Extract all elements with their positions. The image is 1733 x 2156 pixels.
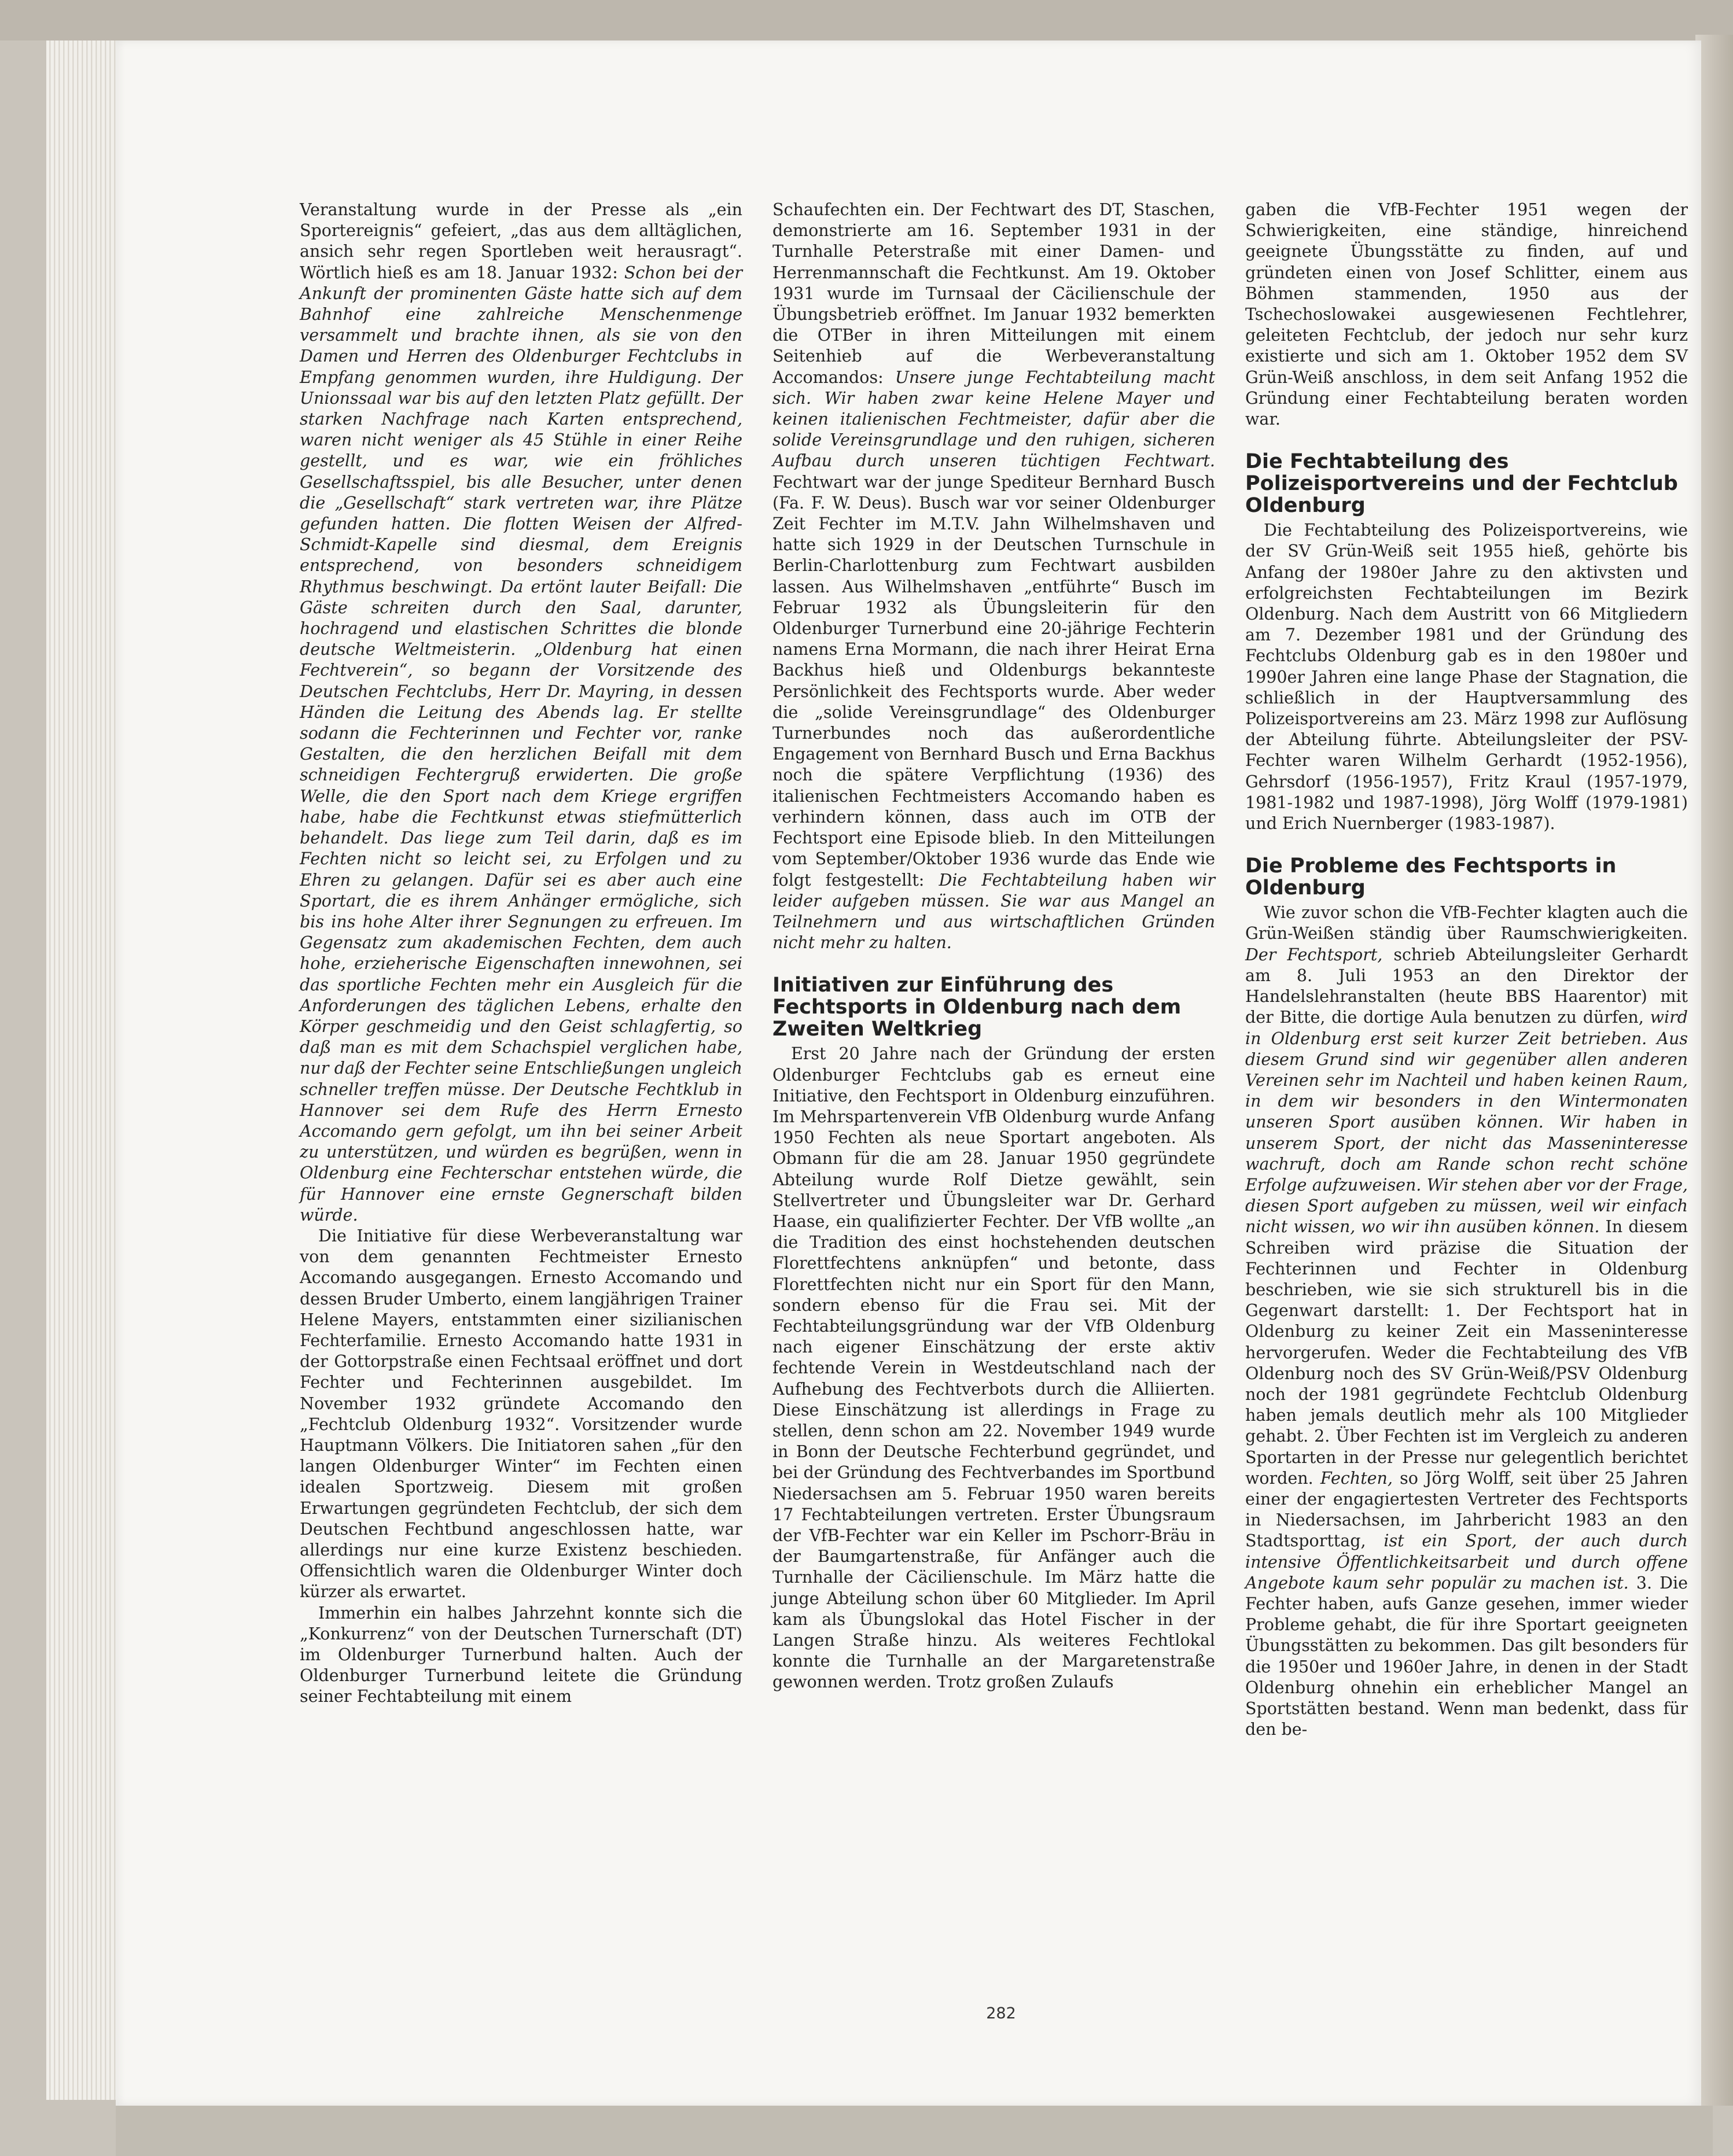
paragraph: Die Fechtabteilung des Polizeisportvereins, wie der SV Grün-Weiß seit 1955 hieß, gehörte bis Anfang der 1980er Jahre zu den aktivsten und erfolgreichsten Fechtabteilungen im Bezirk Oldenburg. Nach dem Austritt von 66 Mitgliedern am 7. Dezember 1981 und der Gründung des Fechtclubs Oldenburg gab es in den 1980er und 1990er Jahren eine lange Phase der Stagnation, die schließlich in der Hauptversammlung des Polizeisportvereins am 23. März 1998 zur Auflösung der Abteilung führte. Abteilungsleiter der PSV-Fechter waren Wilhelm Gerhardt (1952-1956), Gehrsdorf (1956-1957), Fritz Kraul (1957-1979, 1981-1982 und 1987-1998), Jörg Wolff (1979-1981) und Erich Nuernberger (1983-1987). [1245, 521, 1688, 834]
section-heading: Die Fechtabteilung des Polizeisportvereins und der Fechtclub Oldenburg [1245, 450, 1678, 518]
text-column-middle [772, 200, 1215, 1693]
paragraph: Schaufechten ein. Der Fechtwart des DT, Staschen, demonstrierte am 16. September 1931 in der Turnhalle Peterstraße mit einer Damen- und Herrenmannschaft die Fechtkunst. Am 19. Oktober 1931 wurde im Turnsaal der Cäcilienschule der Übungsbetrieb eröffnet. Im Januar 1932 bemerkten die OTBer in ihren Mitteilungen mit einem Seitenhieb auf die Werbeveranstaltung Accomandos: Unsere junge Fechtabteilung macht sich. Wir haben zwar keine Helene Mayer und keinen italienischen Fechtmeister, dafür aber die solide Vereinsgrundlage und den ruhigen, sicheren Aufbau durch unseren tüchtigen Fechtwart. Fechtwart war der junge Spediteur Bernhard Busch (Fa. F. W. Deus). Busch war vor seiner Oldenburger Zeit Fechter im M.T.V. Jahn Wilhelmshaven und hatte sich 1929 in der Deutschen Turnschule in Berlin-Charlottenburg zum Fechtwart ausbilden lassen. Aus Wilhelmshaven „entführte“ Busch im Februar 1932 als Übungsleiterin für den Oldenburger Turnerbund eine 20-jährige Fechterin namens Erna Mormann, die nach ihrer Heirat Erna Backhus hieß und Oldenburgs bekannteste Persönlichkeit des Fechtsports wurde. Aber weder die „solide Vereinsgrundlage“ des Oldenburger Turnerbundes noch das außerordentliche Engagement von Bernhard Busch und Erna Backhus noch die spätere Verpflichtung (1936) des italienischen Fechtmeisters Accomando haben es verhindern können, dass auch im OTB der Fechtsport eine Episode blieb. In den Mitteilungen vom September/Oktober 1936 wurde das Ende wie folgt festgestellt: Die Fechtabteilung haben wir leider aufgeben müssen. Sie war aus Mangel an Teilnehmern und aus wirtschaftlichen Gründen nicht mehr zu halten. [772, 200, 1215, 953]
paragraph: Immerhin ein halbes Jahrzehnt konnte sich die „Konkurrenz“ von der Deutschen Turnerschaft (DT) im Oldenburger Turnerbund halten. Auch der Oldenburger Turnerbund leitete die Gründung seiner Fechtabteilung mit einem [300, 1603, 742, 1707]
paragraph: Wie zuvor schon die VfB-Fechter klagten auch die Grün-Weißen ständig über Raumschwierigkeiten. Der Fechtsport, schrieb Abteilungsleiter Gerhardt am 8. Juli 1953 an den Direktor der Handelslehranstalten (heute BBS Haarentor) mit der Bitte, die dortige Aula benutzen zu dürfen, wird in Oldenburg erst seit kurzer Zeit betrieben. Aus diesem Grund sind wir gegenüber allen anderen Vereinen sehr im Nachteil und haben keinen Raum, in dem wir besonders in den Wintermonaten unseren Sport ausüben können. Wir haben in unserem Sport, der nicht das Masseninteresse wachruft, doch am Rande schon recht schöne Erfolge aufzuweisen. Wir stehen aber vor der Frage, diesen Sport aufgeben zu müssen, weil wir einfach nicht wissen, wo wir ihn ausüben können. In diesem Schreiben wird präzise die Situation der Fechterinnen und Fechter in Oldenburg beschrieben, wie sie sich strukturell bis in die Gegenwart darstellt: 1. Der Fechtsport hat in Oldenburg zu keiner Zeit ein Masseninteresse hervorgerufen. Weder die Fechtabteilung des VfB Oldenburg noch des SV Grün-Weiß/PSV Oldenburg noch der 1981 gegründete Fechtclub Oldenburg haben jemals deutlich mehr als 100 Mitglieder gehabt. 2. Über Fechten ist im Vergleich zu anderen Sportarten in der Presse nur gelegentlich berichtet worden. Fechten, so Jörg Wolff, seit über 25 Jahren einer der engagiertesten Vertreter des Fechtsports in Niedersachsen, im Jahrbericht 1983 an den Stadtsporttag, ist ein Sport, der auch durch intensive Öffentlichkeitsarbeit und durch offene Angebote kaum sehr populär zu machen ist. 3. Die Fechter haben, aufs Ganze gesehen, immer wieder Probleme gehabt, die für ihre Sportart geeigneten Übungsstätten zu bekommen. Das gilt besonders für die 1950er und 1960er Jahre, in denen in der Stadt Oldenburg ohnehin ein erheblicher Mangel an Sportstätten bestand. Wenn man bedenkt, dass für den be- [1245, 903, 1688, 1739]
quote: Der Fechtsport, [1245, 945, 1383, 964]
quote: wird in Oldenburg erst seit kurzer Zeit betrieben. Aus diesem Grund sind wir gegenüber allen anderen Vereinen sehr im Nachteil und haben keinen Raum, in dem wir besonders in den Wintermonaten unseren Sport ausüben können. Wir haben in unserem Sport, der nicht das Masseninteresse wachruft, doch am Rande schon recht schöne Erfolge aufzuweisen. Wir stehen aber vor der Frage, diesen Sport aufgeben zu müssen, weil wir einfach nicht wissen, wo wir ihn ausüben können. [1245, 1008, 1688, 1237]
section-heading: Initiativen zur Einführung des Fechtsports in Oldenburg nach dem Zweiten Weltkrieg [772, 974, 1182, 1041]
quote: Die Fechtabteilung haben wir leider aufgeben müssen. Sie war aus Mangel an Teilnehmern und aus wirtschaftlichen Gründen nicht mehr zu halten. [772, 870, 1215, 953]
section-heading: Die Probleme des Fechtsports in Oldenburg [1245, 854, 1617, 900]
paragraph: Veranstaltung wurde in der Presse als „ein Sportereignis“ gefeiert, „das aus dem alltäglichen, ansich sehr regen Sportleben weit herausragt“. Wörtlich hieß es am 18. Januar 1932: Schon bei der Ankunft der prominenten Gäste hatte sich auf dem Bahnhof eine zahlreiche Menschenmenge versammelt und brachte ihnen, als sie von den Damen und Herren des Oldenburger Fechtclubs in Empfang genommen wurden, ihre Huldigung. Der Unionssaal war bis auf den letzten Platz gefüllt. Der starken Nachfrage nach Karten entsprechend, waren nicht weniger als 45 Stühle in einer Reihe gestellt, und es war, wie ein fröhliches Gesellschaftsspiel, bis alle Besucher, unter denen die „Gesellschaft“ stark vertreten war, ihre Plätze gefunden hatten. Die flotten Weisen der Alfred-Schmidt-Kapelle sind diesmal, dem Ereignis entsprechend, von besonders schneidigem Rhythmus beschwingt. Da ertönt lauter Beifall: Die Gäste schreiten durch den Saal, darunter, hochragend und elastischen Schrittes die blonde deutsche Weltmeisterin. „Oldenburg hat einen Fechtverein“, so begann der Vorsitzende des Deutschen Fechtclubs, Herr Dr. Mayring, in dessen Händen die Leitung des Abends lag. Er stellte sodann die Fechterinnen und Fechter vor, ranke Gestalten, die den herzlichen Beifall mit dem schneidigen Fechtergruß erwiderten. Die große Welle, die den Sport nach dem Kriege ergriffen habe, habe die Fechtkunst etwas stiefmütterlich behandelt. Das liege zum Teil darin, daß es im Fechten nicht so leicht sei, zu Erfolgen und zu Ehren zu gelangen. Dafür sei es aber auch eine Sportart, die es ihrem Anhänger ermögliche, sich bis ins hohe Alter ihrer Segnungen zu erfreuen. Im Gegensatz zum akademischen Fechten, dem auch hohe, erzieherische Eigenschaften innewohnen, sei das sportliche Fechten mehr ein Ausgleich für die Anforderungen des täglichen Lebens, erhalte den Körper geschmeidig und den Geist schlagfertig, so daß man es mit dem Schachspiel verglichen habe, nur daß der Fechter seine Entschließungen ungleich schneller treffen müsse. Der Deutsche Fechtklub in Hannover sei dem Rufe des Herrn Ernesto Accomando gern gefolgt, um ihn bei seiner Arbeit zu unterstützen, und würden es begrüßen, wenn in Oldenburg eine Fechterschar entstehen würde, die für Hannover eine ernste Gegnerschaft bilden würde. [300, 200, 743, 1225]
quote: Fechten, [1320, 1468, 1393, 1488]
paragraph: Erst 20 Jahre nach der Gründung der ersten Oldenburger Fechtclubs gab es erneut eine Initiative, den Fechtsport in Oldenburg einzuführen. Im Mehrspartenverein VfB Oldenburg wurde Anfang 1950 Fechten als neue Sportart angeboten. Als Obmann für die am 28. Januar 1950 gegründete Abteilung wurde Rolf Dietze gewählt, sein Stellvertreter und Übungsleiter war Dr. Gerhard Haase, ein qualifizierter Fechter. Der VfB wollte „an die Tradition des einst hochstehenden deutschen Florettfechtens anknüpfen“ und betonte, dass Florettfechten nicht nur ein Sport für den Mann, sondern ebenso für die Frau sei. Mit der Fechtabteilungsgründung war der VfB Oldenburg nach eigener Einschätzung der erste aktiv fechtende Verein in Westdeutschland nach der Aufhebung des Fechtverbots durch die Alliierten. Diese Einschätzung ist allerdings in Frage zu stellen, denn schon am 22. November 1949 wurde in Bonn der Deutsche Fechterbund gegründet, und bei der Gründung des Fechtverbandes im Sportbund Niedersachsen am 5. Februar 1950 waren bereits 17 Fechtabteilungen vertreten. Erster Übungsraum der VfB-Fechter war ein Keller im Pschorr-Bräu in der Baumgartenstraße, für Anfänger auch die Turnhalle der Cäcilienschule. Im März hatte die junge Abteilung schon über 60 Mitglieder. Im April kam als Übungslokal das Hotel Fischer in der Langen Straße hinzu. Als weiteres Fechtlokal konnte die Turnhalle an der Margaretenstraße gewonnen werden. Trotz großen Zulaufs [772, 1044, 1215, 1692]
quote: ist ein Sport, der auch durch intensive Öffentlichkeitsarbeit und durch offene Angebote kaum sehr populär zu machen ist. [1245, 1531, 1688, 1593]
quote: Schon bei der Ankunft der prominenten Gäste hatte sich auf dem Bahnhof eine zahlreiche Menschenmenge versammelt und brachte ihnen, als sie von den Damen und Herren des Oldenburger Fechtclubs in Empfang genommen wurden, ihre Huldigung. Der Unionssaal war bis auf den letzten Platz gefüllt. Der starken Nachfrage nach Karten entsprechend, waren nicht weniger als 45 Stühle in einer Reihe gestellt, und es war, wie ein fröhliches Gesellschaftsspiel, bis alle Besucher, unter denen die „Gesellschaft“ stark vertreten war, ihre Plätze gefunden hatten. Die flotten Weisen der Alfred-Schmidt-Kapelle sind diesmal, dem Ereignis entsprechend, von besonders schneidigem Rhythmus beschwingt. Da ertönt lauter Beifall: Die Gäste schreiten durch den Saal, darunter, hochragend und elastischen Schrittes die blonde deutsche Weltmeisterin. „Oldenburg hat einen Fechtverein“, so begann der Vorsitzende des Deutschen Fechtclubs, Herr Dr. Mayring, in dessen Händen die Leitung des Abends lag. Er stellte sodann die Fechterinnen und Fechter vor, ranke Gestalten, die den herzlichen Beifall mit dem schneidigen Fechtergruß erwiderten. Die große Welle, die den Sport nach dem Kriege ergriffen habe, habe die Fechtkunst etwas stiefmütterlich behandelt. Das liege zum Teil darin, daß es im Fechten nicht so leicht sei, zu Erfolgen und zu Ehren zu gelangen. Dafür sei es aber auch eine Sportart, die es ihrem Anhänger ermögliche, sich bis ins hohe Alter ihrer Segnungen zu erfreuen. Im Gegensatz zum akademischen Fechten, dem auch hohe, erzieherische Eigenschaften innewohnen, sei das sportliche Fechten mehr ein Ausgleich für die Anforderungen des täglichen Lebens, erhalte den Körper geschmeidig und den Geist schlagfertig, so daß man es mit dem Schachspiel verglichen habe, nur daß der Fechter seine Entschließungen ungleich schneller treffen müsse. Der Deutsche Fechtklub in Hannover sei dem Rufe des Herrn Ernesto Accomando gern gefolgt, um ihn bei seiner Arbeit zu unterstützen, und würden es begrüßen, wenn in Oldenburg eine Fechterschar entstehen würde, die für Hannover eine ernste Gegnerschaft bilden würde. [300, 263, 743, 1225]
paragraph: gaben die VfB-Fechter 1951 wegen der Schwierigkeiten, eine ständige, hinreichend geeignete Übungsstätte zu finden, auf und gründeten einen von Josef Schlitter, einem aus Böhmen stammenden, 1950 aus der Tschechoslowakei ausgewiesenen Fechtlehrer, geleiteten Fechtclub, der jedoch nur sehr kurz existierte und sich am 1. Oktober 1952 dem SV Grün-Weiß anschloss, in dem seit Anfang 1952 die Gründung einer Fechtabteilung beraten worden war. [1245, 200, 1688, 429]
quote: Unsere junge Fechtabteilung macht sich. Wir haben zwar keine Helene Mayer und keinen italienischen Fechtmeister, dafür aber die solide Vereinsgrundlage und den ruhigen, sicheren Aufbau durch unseren tüchtigen Fechtwart. [772, 367, 1215, 471]
text-column-left [300, 200, 742, 1708]
page-number: 282 [986, 2004, 1016, 2022]
paragraph: Die Initiative für diese Werbeveranstaltung war von dem genannten Fechtmeister Ernesto Accomando ausgegangen. Ernesto Accomando und dessen Bruder Umberto, einem langjährigen Trainer Helene Mayers, entstammten einer sizilianischen Fechterfamilie. Ernesto Accomando hatte 1931 in der Gottorpstraße einen Fechtsaal eröffnet und dort Fechter und Fechterinnen ausgebildet. Im November 1932 gründete Accomando den „Fechtclub Oldenburg 1932“. Vorsitzender wurde Hauptmann Völkers. Die Initiatoren sahen „für den langen Oldenburger Winter“ im Fechten einen idealen Sportzweig. Diesem mit großen Erwartungen gegründeten Fechtclub, der sich dem Deutschen Fechtbund angeschlossen hatte, war allerdings nur eine kurze Existenz beschieden. Offensichtlich waren die Oldenburger Winter doch kürzer als erwartet. [300, 1226, 742, 1602]
book-top-edge [0, 0, 1733, 40]
book-bottom-edge [116, 2106, 1713, 2156]
text-column-right [1245, 200, 1688, 1740]
